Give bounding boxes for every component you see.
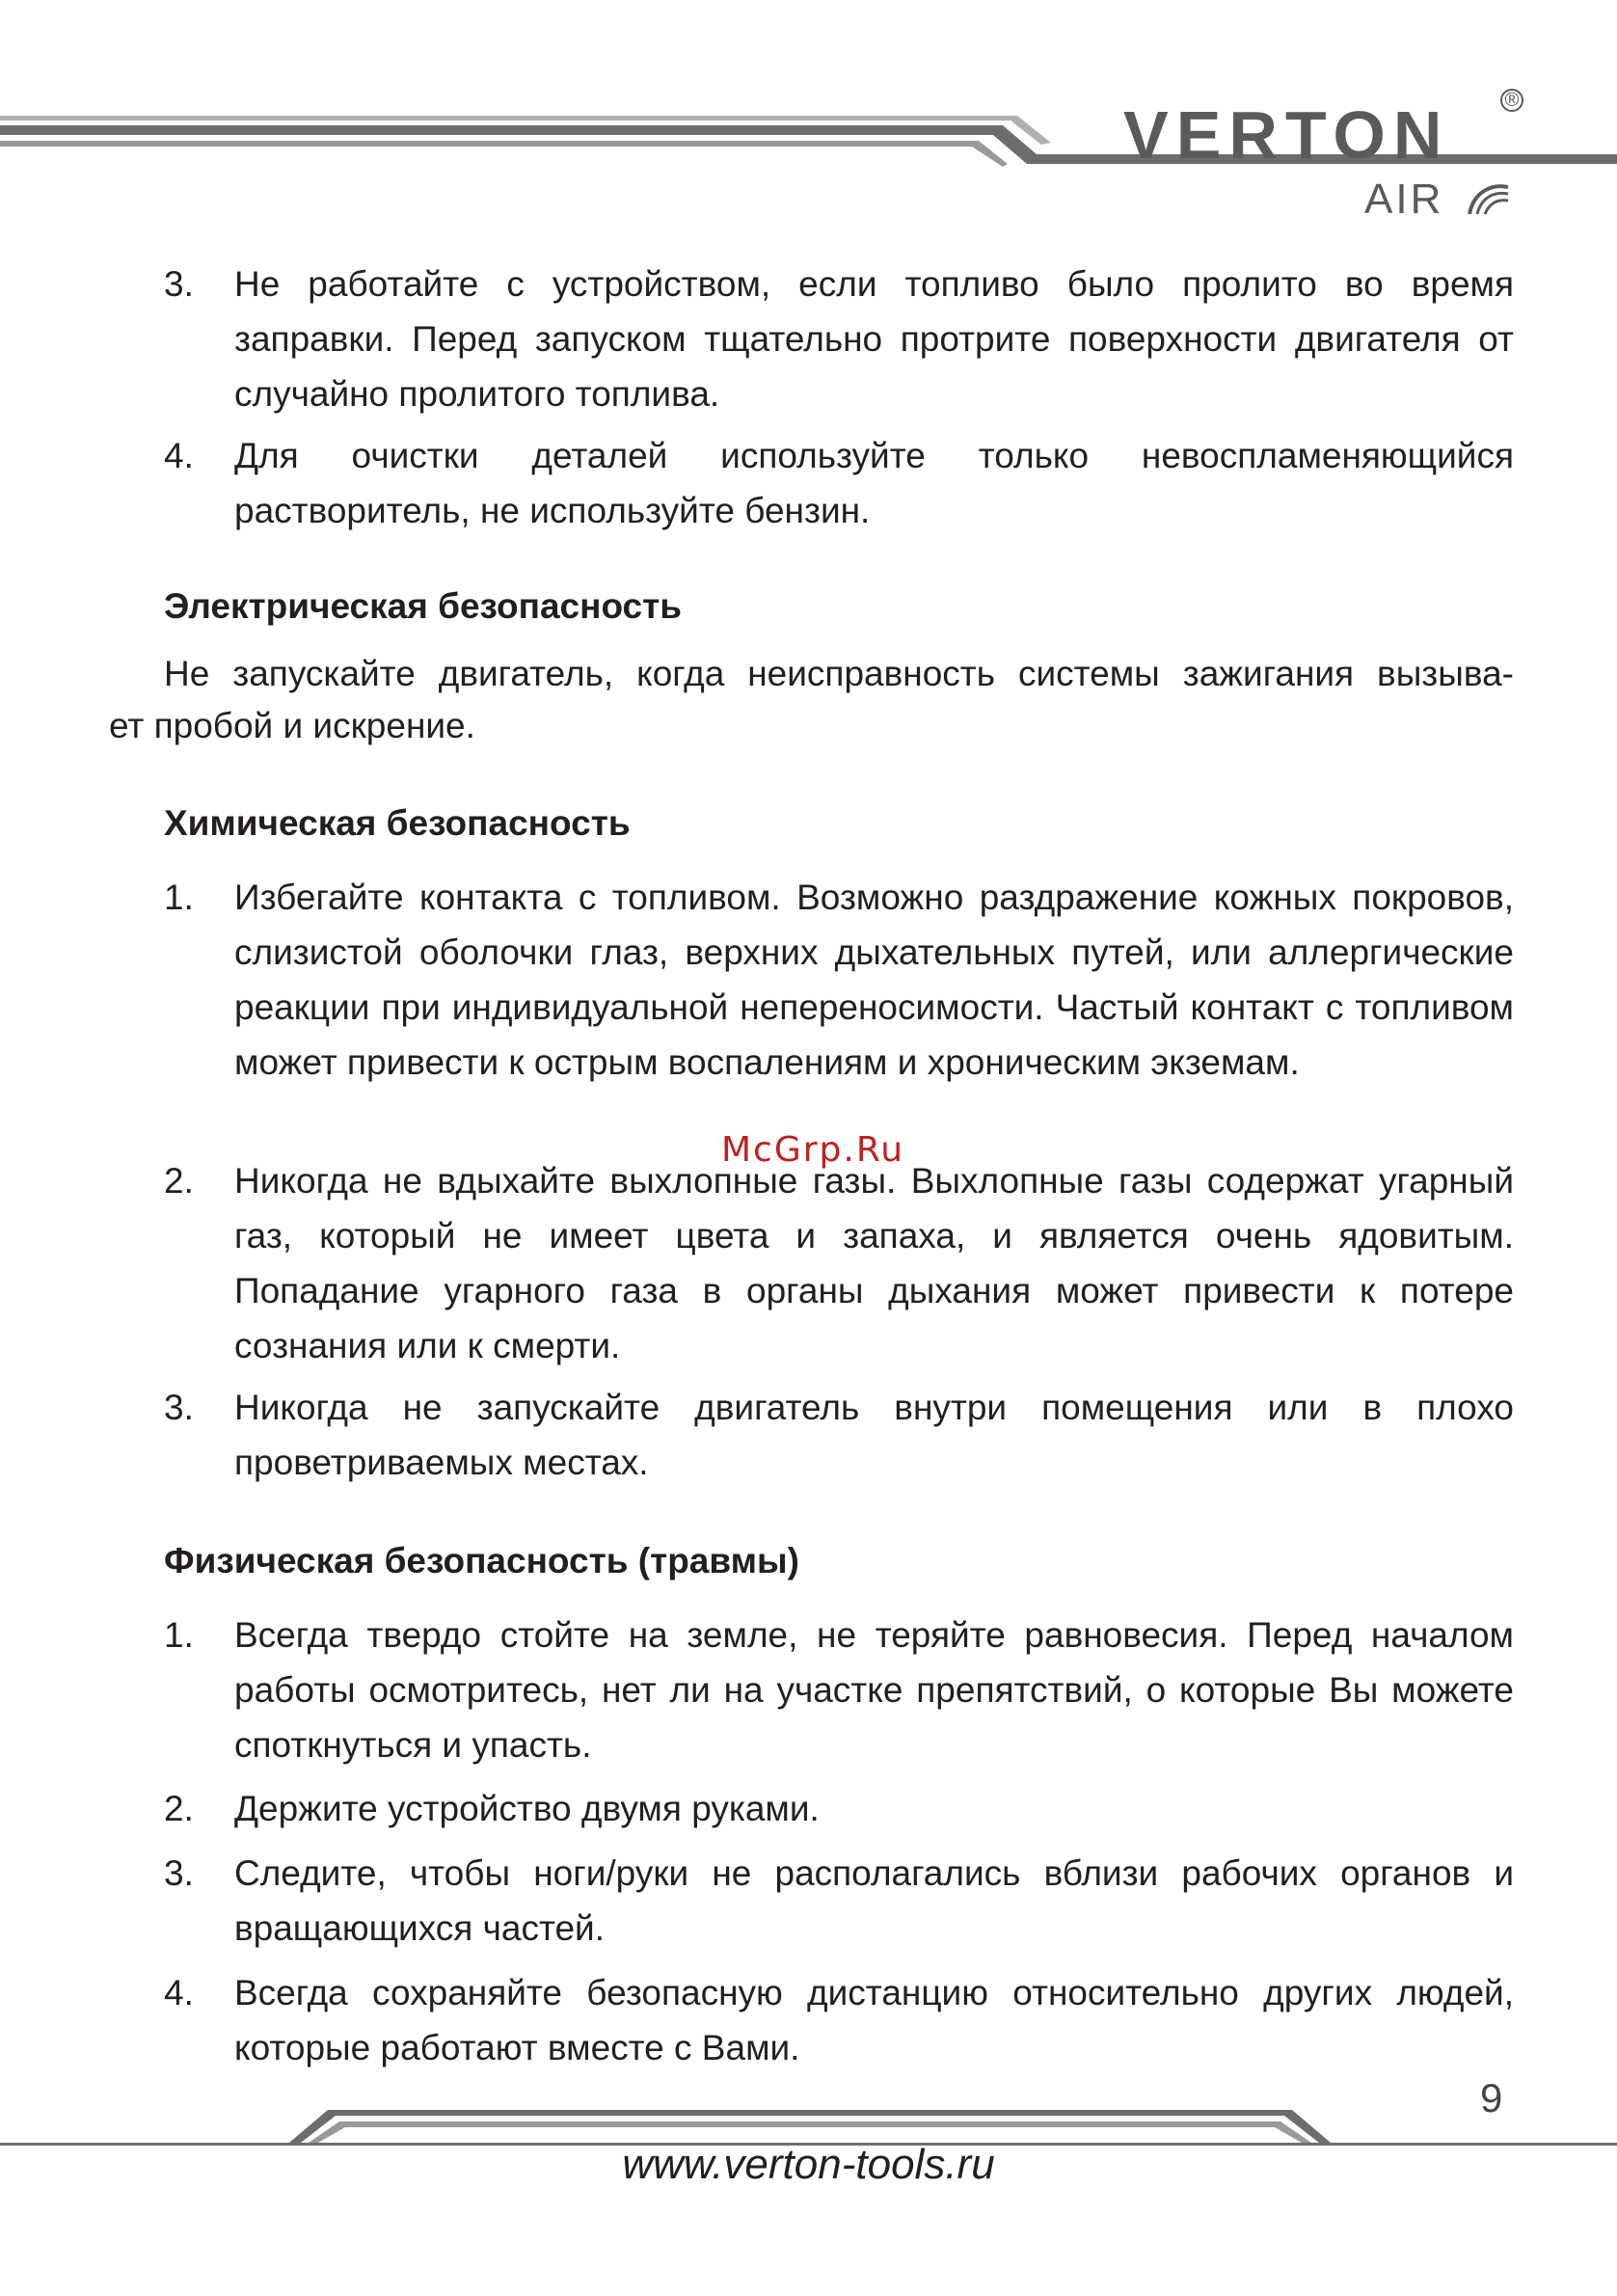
list-item: [164, 257, 1514, 421]
section-heading-chemical: Химическая безопасность: [164, 803, 631, 843]
section-heading-electrical: Электрическая безопасность: [164, 586, 683, 626]
list-number: 3.: [164, 264, 194, 304]
list-number: 4.: [164, 1973, 194, 2012]
list-text: Держите устройство двумя руками.: [234, 1789, 820, 1828]
list-text: Избегайте контакта с топливом. Возможно раздражение кожных покровов, слизистой оболочки глаз, верхних дыхательных путей, или аллергические реакции при индивидуальной непереносимости. Частый контакт с топливом может привести к острым воспалениям и хроническим экземам.: [234, 878, 1514, 1082]
brand-name: VERTON: [1123, 97, 1450, 173]
electrical-paragraph-line1: Не запускайте двигатель, когда неисправность системы зажигания вызыва-: [164, 654, 1514, 693]
list-number: 2.: [164, 1789, 194, 1828]
list-item: [164, 1965, 1514, 2075]
verton-air-logo: [1118, 90, 1523, 231]
list-number: 3.: [164, 1853, 194, 1893]
list-text: Никогда не запускайте двигатель внутри помещения или в плохо проветриваемых местах.: [234, 1388, 1514, 1482]
electrical-paragraph-line2: ет пробой и искрение.: [109, 706, 475, 745]
footer-website-link[interactable]: www.verton-tools.ru: [622, 2141, 995, 2188]
wing-icon: [1466, 179, 1510, 218]
page-number: 9: [1480, 2075, 1503, 2120]
list-number: 1.: [164, 1615, 194, 1655]
sub-brand: AIR: [1364, 176, 1444, 223]
list-number: 4.: [164, 436, 194, 475]
list-number: 3.: [164, 1388, 194, 1427]
list-item: [164, 1380, 1514, 1490]
list-number: 1.: [164, 878, 194, 917]
watermark: McGrp.Ru: [721, 1130, 905, 1170]
list-item: [164, 1781, 1514, 1836]
list-text: Никогда не вдыхайте выхлопные газы. Выхлопные газы содержат угарный газ, который не имеет цвета и запаха, и является очень ядовитым. Попадание угарного газа в органы дыхания может привести к потере сознания или к смерти.: [234, 1161, 1514, 1365]
registered-mark: ®: [1500, 89, 1523, 112]
list-text: Не работайте с устройством, если топливо было пролито во время заправки. Перед запуском тщательно протрите поверхности двигателя от случайно пролитого топлива.: [234, 264, 1514, 414]
list-number: 2.: [164, 1161, 194, 1201]
list-text: Для очистки деталей используйте только невоспламеняющийся растворитель, не используйте бензин.: [234, 436, 1514, 530]
list-item: [164, 1153, 1514, 1373]
section-heading-physical: Физическая безопасность (травмы): [164, 1541, 799, 1580]
list-item: [164, 870, 1514, 1145]
list-item: [164, 428, 1514, 538]
list-item: [164, 1846, 1514, 1956]
list-text: Всегда сохраняйте безопасную дистанцию относительно других людей, которые работают вместе с Вами.: [234, 1973, 1514, 2067]
list-item: [164, 1607, 1514, 1772]
list-text: Следите, чтобы ноги/руки не располагались вблизи рабочих органов и вращающихся частей.: [234, 1853, 1514, 1948]
list-text: Всегда твердо стойте на земле, не теряйте равновесия. Перед началом работы осмотритесь, нет ли на участке препятствий, о которые Вы можете споткнуться и упасть.: [234, 1615, 1514, 1765]
